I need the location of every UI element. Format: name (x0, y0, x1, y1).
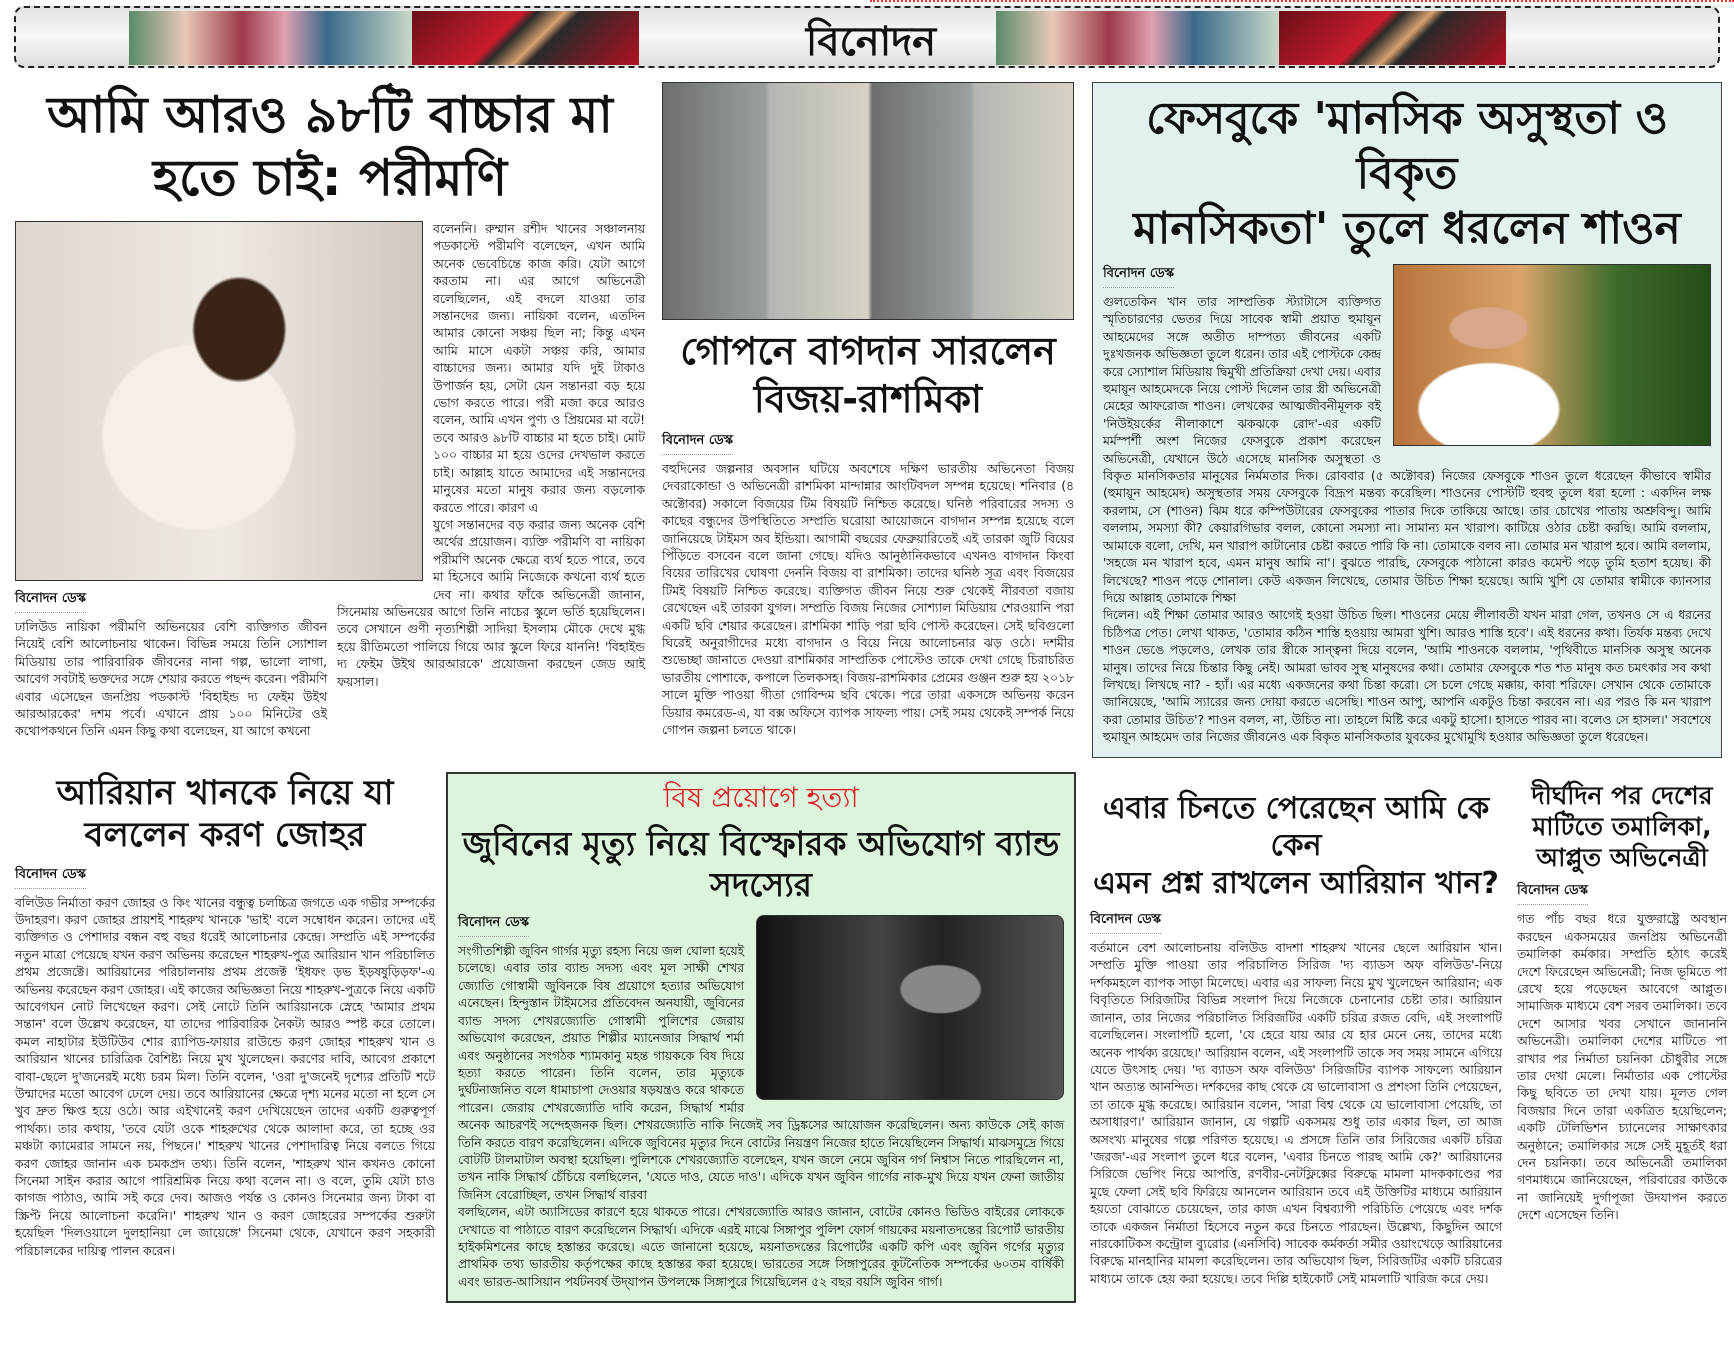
byline-text: বিনোদন ডেস্ক (1517, 881, 1588, 905)
article-body: বলেননি। রুম্মান রশীদ খানের সঞ্চালনায় পডকাস্টে পরীমণি বলেছেন, এখন আমি অনেক ভেবেচিন্তে কাজ করি। যেটা আগে করতাম না। এর আগে অভিনেত্রী বলেছিলেন, এই বদলে যাওয়া তার সন্তানদের জন্য। নায়িকা বলেন, এতদিন আমার কোনো সঞ্চয় ছিল না; কিন্তু এখন আমি মাসে একটা সঞ্চয় করি, আমার বাচ্চাদের জন্য। আমার যদি দুই টাকাও উপার্জন হয়, সেটা যেন সন্তানরা বড় হয়ে ভোগ করতে পারে। পরী মজা করে আরও বলেন, আমি এখন পুণ্য ও প্রিয়মের মা বটে! তবে আরও ৯৮টি বাচ্চার মা হতে চাই। মোট ১০০ বাচ্চার মা হয়ে ওদের দেখভাল করতে চাই। আল্লাহ যাতে আমাদের এই সন্তানদের মানুষের মতো মানুষ করার জন্য বড়লোক করতে পারে। কারণ এ (433, 222, 645, 515)
headline-zubeen[interactable]: জুবিনের মৃত্যু নিয়ে বিস্ফোরক অভিযোগ ব্যান্ড সদস্যের (462, 823, 1060, 904)
article-body: সংগীতশিল্পী জুবিন গার্গর মৃত্যু রহস্য নিয়ে জল ঘোলা হয়েই চলেছে। এবার তার ব্যান্ড সদস্য এবং মূল সাক্ষী শেখর জ্যোতি গোস্বামী জুবিনকে বিষ প্রয়োগে হত্যার অভিযোগ এনেছেন। হিন্দুস্তান টাইমসের প্রতিবেদন অনযায়ী, জুবিনের ব্যান্ড সদস্য শেখরজ্যোতি গোস্বামী পুলিশের জেরায় অভিযোগ করেছেন, প্রয়াত শিল্পীর ম্যানেজার সিদ্ধার্থ শর্মা এবং অনুষ্ঠানের সংগঠক শ্যামকানু মহন্ত গায়ককে বিষ দিয়ে হত্যা করতে পারেন। তিনি বলেন, তার মৃত্যুকে দুর্ঘটনাজনিত বলে ধামাচাপা দেওয়ার ষড়যন্ত্রও করে থাকতে পারেন। জেরায় শেখরজ্যোতি দাবি করেন, সিদ্ধার্থ শর্মার অনেক আচরণই সন্দেহজনক ছিল। শেখরজ্যোতি নাকি নিজেই সব ড্রিঙ্কসের আয়োজন করেছিলেন। অন্য কাউকে সেই কাজ তিনি করতে বারণ করেছিলেন। এদিকে জুবিনের মৃত্যুর দিনে বোটের নিয়ন্ত্রণ নিজের হাতে নিয়েছিলেন সিদ্ধার্থ। মাঝসমুদ্রে গিয়ে বোটটি টালমাটাল অবস্থা হয়েছিল। পুলিশকে শেখরজ্যোতি বলেছেন, যখন জলে নেমে জুবিন গর্গ নিশ্বাস নিতে পারছিলেন না, তখন নাকি সিদ্ধার্থ চেঁচিয়ে বলছিলেন, 'যেতে দাও, যেতে দাও'। এদিকে যখন জুবিন গার্গের নাক-মুখ দিয়ে যখন ফেনা জাতীয় জিনিস বেরোচ্ছিল, তখন সিদ্ধার্থ বারবা (458, 944, 1064, 1202)
article-porimoni (15, 80, 645, 741)
byline (1517, 879, 1727, 905)
headline-line: আমি আরও ৯৮টি বাচ্চার মা (47, 86, 613, 144)
porimoni-left-column (15, 221, 327, 741)
headline-line: এবার চিনতে পেরেছেন আমি কে কেন (1102, 790, 1490, 864)
byline (662, 429, 1074, 455)
headline-line: আরিয়ান খানকে নিয়ে যা (56, 772, 394, 813)
headline-line: হতে চাই: পরীমণি (152, 148, 508, 207)
article-body: বলছিলেন, এটা অ্যাসিডের কারণে হয়ে থাকতে পারে। শেখরজ্যোতি আরও জানান, বোটের কোনও ভিডিও বাইরের লোককে দেখাতে বা পাঠাতে বারণ করেছিলেন সিদ্ধার্থ। এদিকে এরই মাঝে সিঙ্গাপুর পুলিশ ফোর্স গায়কের ময়নাতদন্তের রিপোর্ট ভারতীয় হাইকমিশনের কাছে হস্তান্তর করেছে। এতে জানানো হয়েছে, ময়নাতদন্তের রিপোর্টের একটি কপি এবং জুবিন গর্গের মৃত্যুর প্রাথমিক তথ্য ভারতীয় কর্তৃপক্ষের কাছে হস্তান্তর করা হয়েছে। ভারতের সঙ্গে সিঙ্গাপুরের কূটনৈতিক সম্পর্কের ৬০তম বার্ষিকী এবং ভারত-আসিয়ান পর্যটনবর্ষ উদ্‌যাপন উপলক্ষে সিঙ্গাপুরে গিয়েছিলেন ৫২ বছর বয়সি জুবিন গার্গ। (458, 1205, 1064, 1289)
article-body: বলিউড নির্মাতা করণ জোহর ও কিং খানের বন্ধুত্ব চলচ্চিত্র জগতে এক গভীর সম্পর্কের উদাহরণ। করণ জোহর প্রায়শই শাহরুখ খানকে 'ভাই' বলে সম্বোধন করেন। তাদের এই ব্যক্তিগত ও পেশাদার বন্ধন বহু বছর ধরেই আলোচনার কেন্দ্রে। সম্প্রতি এই সম্পর্কের নতুন মাত্রা পেয়েছে যখন করণ অভিনয় করেছেন শাহরুখ-পুত্র আরিয়ান খান পরিচালিত প্রথম প্রজেক্টে। আরিয়ানের পরিচালনায় প্রথম প্রজেক্ট 'ইধফং ড়ভ ইড়ষষুড়িড়ফ'-এ অভিনয় করেছেন করণ জোহর। এই কাজের অভিজ্ঞতা নিয়ে শাহরুখ-পুত্রকে নিয়ে একটি আবেগঘন নোট লিখেছেন করণ। সেই নোটে তিনি আরিয়ানকে স্নেহে 'আমার প্রথম সন্তান' বলে উল্লেখ করেছেন, যা তাদের পারিবারিক নৈকট্য আরও স্পষ্ট করে তোলে। কমল নাহাটার ইউটিউব শোর র‌্যাপিড-ফায়ার রাউন্ডে করণ জোহর শাহরুখ খান ও আরিয়ান খানের চারিত্রিক বৈশিষ্ট্য নিয়ে মুখ খুলেছেন। করণের দাবি, আবেগ প্রকাশে বাবা-ছেলে দু'জনেরই মধ্যে চরম মিল। তিনি বলেন, 'ওরা দু'জনেই দৃশ্যের প্রতিটি শটে উন্মাদের মতো আবেগ ঢেলে দেয়। তবে আরিয়ানের ক্ষেত্রে দৃশ্য মনের মতো না হলে সে খুব দ্রুত ক্ষিপ্ত হয়ে ওঠে। আর এইখানেই করণ দেখিয়েছেন তাদের একটি গুরুত্বপূর্ণ পার্থক্য। তার কথায়, 'তবে যেটা ওকে শাহরুখের থেকে আলাদা করে, তা হচ্ছে ওর মঞ্চটা ক্যামেরার সামনে নয়, পিছনে।' শাহরুখ খানের পেশাদারিত্ব নিয়ে বলতে গিয়ে করণ জোহর জানান এক চমকপ্রদ তথ্য। তিনি বলেন, 'শাহরুখ খান কখনও কোনো সিনেমা সাইন করার আগে পারিশ্রমিক নিয়ে কথা বলেন না। ও বলে, তুমি যেটা চাও কাগজ পাঠাও, আমি সই করে দেব। আজও পর্যন্ত ও কোনও সিনেমার জন্য টাকা বা স্ক্রিপ্ট নিয়ে আলোচনা করেনি।' শাহরুখ খান ও করণ জোহরের সম্পর্কের শুরুটা হয়েছিল 'দিলওয়ালে দুলহানিয়া লে জায়েঙ্গে' সিনেমা থেকে, যেখানে করণ সহকারী পরিচালকের দায়িত্ব পালন করেন। (15, 895, 435, 1258)
headline-aryan[interactable] (1090, 790, 1502, 903)
photo-vijay-rashmika (662, 82, 1074, 320)
byline-text: বিনোদন ডেস্ক (662, 431, 733, 455)
porimoni-columns (15, 221, 645, 741)
photo-porimoni (15, 221, 423, 581)
headline-shaon[interactable] (1103, 91, 1711, 256)
article-body: গত পাঁচ বছর ধরে যুক্তরাষ্ট্রে অবস্থান করছেন একসময়ের জনপ্রিয় অভিনেত্রী তমালিকা কর্মকার। সম্প্রতি হঠাৎ করেই দেশে ফিরেছেন অভিনেত্রী; নিজ ভূমিতে পা রেখে হয়ে পড়েছেন আবেগে আপ্লুত। সামাজিক মাধ্যমে বেশ সরব তমালিকা। তবে দেশে আসার খবর সেখানে জানাননি অভিনেত্রী। তমালিকা দেশের মাটিতে পা রাখার পর নির্মাতা চয়নিকা চৌধুরীর সঙ্গে তার দেখা মেলে। নির্মাতার এক পোস্টের কিছু ছবিতে তা দেখা যায়। মূলত গেল বিজয়ার দিনে তারা একত্রিত হয়েছিলেন; একটি টেলিভিশন চ্যানেলের সাক্ষাৎকার অনুষ্ঠানে; তমালিকার সঙ্গে সেই মুহূর্তই ধরা দেন চয়নিকা। তবে অভিনেত্রী তমালিকা গণমাধ্যমে জানিয়েছেন, পরিবারের কাউকে না জানিয়েই দুর্গাপূজা উদযাপন করতে দেশে এসেছেন তিনি। (1517, 912, 1727, 1223)
article-body: দিলেন। এই শিক্ষা তোমার আরও আগেই হওয়া উচিত ছিল। শাওনের মেয়ে লীলাবতী যখন মারা গেল, তখনও সে এ ধরনের চিঠিপত্র পেত। লেখা থাকত, 'তোমার কঠিন শাস্তি হওয়ায় আমরা খুশি। আরও শাস্তি হবে'। এই ধরনের কথা। তির্যক মন্তব্য দেখে শাওন ভেঙে পড়লেও, লেখক তার স্ত্রীকে সান্ত্বনা দিয়ে বলেন, 'আমি শাওনকে বললাম, 'পৃথিবীতে মানসিক অসুস্থ অনেক মানুষ। তাদের নিয়ে চিন্তার কিছু নেই। আমরা ভাবব সুস্থ মানুষদের কথা। তোমার ফেসবুকে শত শত মানুষ কত চমৎকার সব কথা লিখছে। লিখছে না? - হ্যাঁ। এর মধ্যে একজনের কথা চিন্তা করো। সে চলে গেছে মক্কায়, কাবা শরিফে। সেখান থেকে তোমাকে জানিয়েছে, 'আমি স্যারের জন্য দোয়া করতে এসেছি। শাওন আপু, আপনি একটুও চিন্তা করবেন না। এর পরও কি মন খারাপ করা তোমার উচিত'? শাওন বলল, না, উচিত না। তাহলে মিষ্টি করে একটু হাসো। হাসতে পারব না। বলেও সে হাসল।' সবশেষে হুমায়ূন আহমেদ তার নিজের জীবনেও এক বিকৃত মানসিকতার যুবকের মুখোমুখি হওয়ার অভিজ্ঞতা তুলে ধরেছেন। (1103, 608, 1711, 745)
article-body: ঢালিউড নায়িকা পরীমণি অভিনয়ের বেশি ব্যক্তিগত জীবন নিয়েই বেশি আলোচনায় থাকেন। বিভিন্ন সময়ে তিনি স্যোশাল মিডিয়ায় তার পারিবারিক জীবনের নানা গল্প, ভালো লাগা, আবেগ সবটাই ভক্তদের সঙ্গে শেয়ার করতে পছন্দ করেন। পরীমণি এবার এসেছেন জনপ্রিয় পডকাস্ট 'বিহাইন্ড দ্য ফেইম উইথ আরআরকের' দশম পর্বে। এখানে প্রায় ১০০ মিনিটের ওই কথোপকথনে তিনি এমন কিছু কথা বলেছেন, যা আগে কখনো (15, 620, 327, 739)
byline-text: বিনোদন ডেস্ক (1090, 910, 1161, 934)
article-vijay (662, 82, 1074, 740)
article-body: বর্তমানে বেশ আলোচনায় বলিউড বাদশা শাহরুখ খানের ছেলে আরিয়ান খান। সম্প্রতি মুক্তি পাওয়া তার পরিচালিত সিরিজ 'দ্য ব্যাডস অফ বলিউড'-নিয়ে দর্শকমহলে ব্যাপক সাড়া মিলেছে। এবার এর সাফল্য নিয়ে মুখ খুলেছেন আরিয়ান; এক বিবৃতিতে সিরিজটির বিভিন্ন সংলাপ দিয়ে নিজেকে চেনানোর চেষ্টা তার। আরিয়ান জানান, তার নিজের পরিচালিত সিরিজটির একটি চরিত্র রজত বেদি, এই সংলাপটি বলেছিলেন। সংলাপটি হলো, 'যে হেরে যায় আর যে হার মেনে নেয়, তাদের মধ্যে অনেক পার্থক্য রয়েছে।' আরিয়ান বলেন, এই সংলাপটি তাকে সব সময় সামনে এগিয়ে যেতে উৎসাহ দেয়। 'দ্য ব্যাডস অফ বলিউড' সিরিজটির ব্যাপক সাফল্যে আরিয়ান খান অত্যন্ত আনন্দিত। দর্শকদের কাছ থেকে যে ভালোবাসা ও প্রশংসা তিনি পেয়েছেন, তা তাকে মুগ্ধ করেছে। আরিয়ান বলেন, 'সারা বিশ্ব থেকে যে ভালোবাসা পেয়েছি, তা অসাধারণ।' আরিয়ান জানান, যে গল্পটি একসময় শুধু তার একার ছিল, তা আজ অসংখ্য মানুষের গল্পে পরিণত হয়েছে। এ প্রসঙ্গে তিনি তার সিরিজের একটি চরিত্র 'জরজ'-এর সংলাপ তুলে ধরে বলেন, 'এবার চিনতে পারছ আমি কে?' আরিয়ানের সিরিজে ভেপিং নিয়ে আপত্তি, রণবীর-নেটফ্লিক্সের বিরুদ্ধে মামলা মাদককাণ্ডের পর মুছে ফেলা সেই ছবি ফিরিয়ে আনলেন আরিয়ান তবে এই উক্তিটির মাধ্যমে আরিয়ান হয়তো বোঝাতে চেয়েছেন, তার কাজ এখন বিশ্বব্যাপী পরিচিতি পেয়েছে এবং দর্শক তাকে একজন নির্মাতা হিসেবে নতুন করে চিনতে পারছেন। উল্লেখ্য, কিছুদিন আগে নারকোটিকস কন্ট্রোল ব্যুরোর (এনসিবি) সাবেক কর্মকর্তা সমীর ওয়াংখেড়ে আরিয়ানের বিরুদ্ধে মানহানির মামলা করেছিলেন। তার অভিযোগ ছিল, সিরিজটির একটি চরিত্রের মাধ্যমে তাকে হেয় করা হয়েছে। তবে দিল্লি হাইকোর্ট সেই মামলাটি খারিজ করে দেয়। (1090, 941, 1502, 1286)
article-box-zubeen (446, 772, 1076, 1304)
article-aryan (1090, 790, 1502, 1289)
article-body: গুলতেকিন খান তার সাম্প্রতিক স্ট্যাটাসে ব্যক্তিগত স্মৃতিচারণের ভেতর দিয়ে সাবেক স্বামী প্রয়াত হুমায়ূন আহমেদের সঙ্গে অতীত দাম্পত্য জীবনের একটি দুঃখজনক অভিজ্ঞতা তুলে ধরেন। তার এই পোস্টকে কেন্দ্র করে স্যোশাল মিডিয়ায় দ্বিমুখী প্রতিক্রিয়া দেখা দেয়। এবার হুমায়ূন আহমেদকে নিয়ে পোস্ট দিলেন তার স্ত্রী অভিনেত্রী মেহের আফরোজ শাওন। লেখকের আত্মজীবনীমূলক বই 'নিউইয়র্কের নীলাকাশে ঝকঝকে রোদ'-এর একটি মর্মস্পর্শী অংশ নিজের ফেসবুকে প্রকাশ করেছেন অভিনেত্রী, যেখানে উঠে এসেছে মানসিক অসুস্থতা ও বিকৃত মানসিকতার মানুষের নির্মমতার দিক। রোববার (৫ অক্টোবর) নিজের ফেসবুকে শাওন তুলে ধরেছেন কীভাবে স্বামীর (হুমায়ূন আহমেদ) অসুস্থতার সময় ফেসবুকে বিদ্রূপ মন্তব্য করেছিল। শাওনের পোস্টটি হুবহু তুলে ধরা হলো : একদিন লক্ষ করলাম, সে (শাওন) ঝিম ধরে কম্পিউটারের ফেসবুকের পাতার দিকে তাকিয়ে আছে। তার চোখের পাতায় অশ্রুবিন্দু। আমি বললাম, সমস্যা কী? কেয়ারগিভার বলল, কোনো সমস্যা না। সামান্য মন খারাপ। কাটিয়ে ওঠার চেষ্টা করছি। আমি বললাম, আমাকে বলো, দেখি, মন খারাপ কাটানোর চেষ্টা করতে পারি কি না। তোমাকে বলব না। তোমার মন খারাপ হবে। আমি বললাম, 'সহজে মন খারাপ হবে, এমন মানুষ আমি না'। বুঝতে পারছি, ফেসবুকে পাঠানো কারও কমেন্ট পড়ে তুমি হতাশ হয়েছ। কী লিখেছে? শাওন পড়ে শোনাল। কেউ একজন লিখেছে, তোমার উচিত শিক্ষা হয়েছে। আমি খুশি যে তোমার স্বামীকে ক্যানসার দিয়ে আল্লাহ তোমাকে শিক্ষা (1103, 295, 1711, 605)
headline-line: গোপনে বাগদান সারলেন (680, 329, 1056, 373)
top-row (15, 80, 1734, 758)
article-body: বহুদিনের জল্পনার অবসান ঘটিয়ে অবশেষে দক্ষিণ ভারতীয় অভিনেতা বিজয় দেবরাকোন্ডা ও অভিনেত্রী রাশমিকা মান্দান্নার আংটিবদল সম্পন্ন হয়েছে। শনিবার (৪ অক্টোবর) সকালে বিজয়ের টিম বিষয়টি নিশ্চিত করেছে। ঘনিষ্ঠ পরিবারের সদস্য ও কাছের বন্ধুদের উপস্থিতিতে সম্প্রতি ঘরোয়া আয়োজনে বাগদান সম্পন্ন হয়েছে বলে জানিয়েছে টাইমস অব ইন্ডিয়া। আগামী বছরের ফেব্রুয়ারিতেই এই তারকা জুটি বিয়ের পিঁড়িতে বসবেন বলে জানা গেছে। যদিও আনুষ্ঠানিকভাবে এখনও বাগদান কিংবা বিয়ের তারিখের ঘোষণা দেননি বিজয় বা রাশমিকা। তাদের ঘনিষ্ঠ সূত্র এবং বিজয়ের টিমই বিষয়টি নিশ্চিত করেছে। ব্যক্তিগত জীবন নিয়ে শুরু থেকেই নীরবতা বজায় রেখেছেন এই তারকা যুগল। সম্প্রতি বিজয় নিজের সোশ্যাল মিডিয়ায় শেরওয়ানি পরা একটি ছবি শেয়ার করেছেন। রাশমিকা শাড়ি পরা ছবি পোস্ট করেছেন। সেই ছবিগুলো ঘিরেই অনুরাগীদের মধ্যে বাগদান ও বিয়ে নিয়ে আলোচনার ঝড় ওঠে। দশমীর শুভেচ্ছা জানাতে দেওয়া রাশমিকার সাম্প্রতিক পোস্টেও তাকে দেখা গেছে চিরাচরিত ভারতীয় পোশাকে, কপালে তিলকসহ। বিজয়-রাশমিকার প্রেমের গুঞ্জন শুরু হয় ২০১৮ সালে মুক্তি পাওয়া গীতা গোবিন্দম ছবি থেকে। পরে তারা একসঙ্গে অভিনয় করেন ডিয়ার কমরেড-এ, যা বক্স অফিসে ব্যাপক সাফল্য পায়। সেই সময় থেকেই সম্পর্ক নিয়ে গোপন জল্পনা চলতে থাকে। (662, 462, 1074, 738)
headline-karan[interactable] (15, 772, 435, 857)
headline-line: আপ্লুত অভিনেত্রী (1536, 843, 1708, 873)
byline-text: বিনোদন ডেস্ক (458, 913, 529, 937)
headline-porimoni[interactable] (15, 84, 645, 209)
byline (15, 587, 327, 613)
headline-line: মাটিতে তমালিকা, (1532, 811, 1712, 841)
article-tomalika (1517, 780, 1727, 1225)
section-title: বিনোদন (805, 18, 937, 65)
byline-text: বিনোদন ডেস্ক (15, 865, 86, 889)
headline-line: ফেসবুকে 'মানসিক অসুস্থতা ও বিকৃত (1146, 93, 1668, 199)
headline-line: এমন প্রশ্ন রাখলেন আরিয়ান খান? (1093, 865, 1499, 901)
article-karan (15, 772, 435, 1261)
bottom-row (15, 772, 1734, 1304)
headline-line: দীর্ঘদিন পর দেশের (1531, 780, 1713, 810)
byline-text: বিনোদন ডেস্ক (15, 589, 86, 613)
photo-zubeen (756, 915, 1064, 1100)
kicker-zubeen: বিষ প্রয়োগে হত্যা (663, 780, 859, 814)
headline-vijay[interactable] (662, 328, 1074, 423)
headline-line: বিজয়-রাশমিকা (753, 376, 983, 421)
article-body: যুগে সন্তানদের বড় করার জন্য অনেক বেশি অর্থের প্রয়োজন। ব্যক্তি পরীমণি বা নায়িকা পরীমণি অনেক ক্ষেত্রে ব্যর্থ হতে পারে, তবে মা হিসেবে আমি নিজেকে কখনো ব্যর্থ হতে দেব না। কথার ফাঁকে অভিনেত্রী জানান, সিনেমায় অভিনয়ের আগে তিনি নাচের স্কুলে ভর্তি হয়েছিলেন। তবে সেখানে গুণী নৃত্যশিল্পী সাদিয়া ইসলাম মৌকে দেখে মুগ্ধ হয়ে রীতিমতো পালিয়ে গিয়ে আর স্কুলে ফিরে যাননি! 'বিহাইন্ড দ্য ফেইম উইথ আরআরকে' প্রযোজনা করছেন জেড আই ফয়সাল। (337, 517, 645, 689)
byline-text: বিনোদন ডেস্ক (1103, 264, 1174, 288)
byline (15, 863, 435, 889)
byline (1090, 908, 1502, 934)
photo-shaon (1393, 264, 1711, 446)
headline-line: মানসিকতা' তুলে ধরলেন শাওন (1133, 203, 1681, 254)
headline-tomalika[interactable] (1517, 780, 1727, 874)
headline-line: বললেন করণ জোহর (84, 815, 366, 856)
article-box-shaon (1092, 82, 1722, 758)
